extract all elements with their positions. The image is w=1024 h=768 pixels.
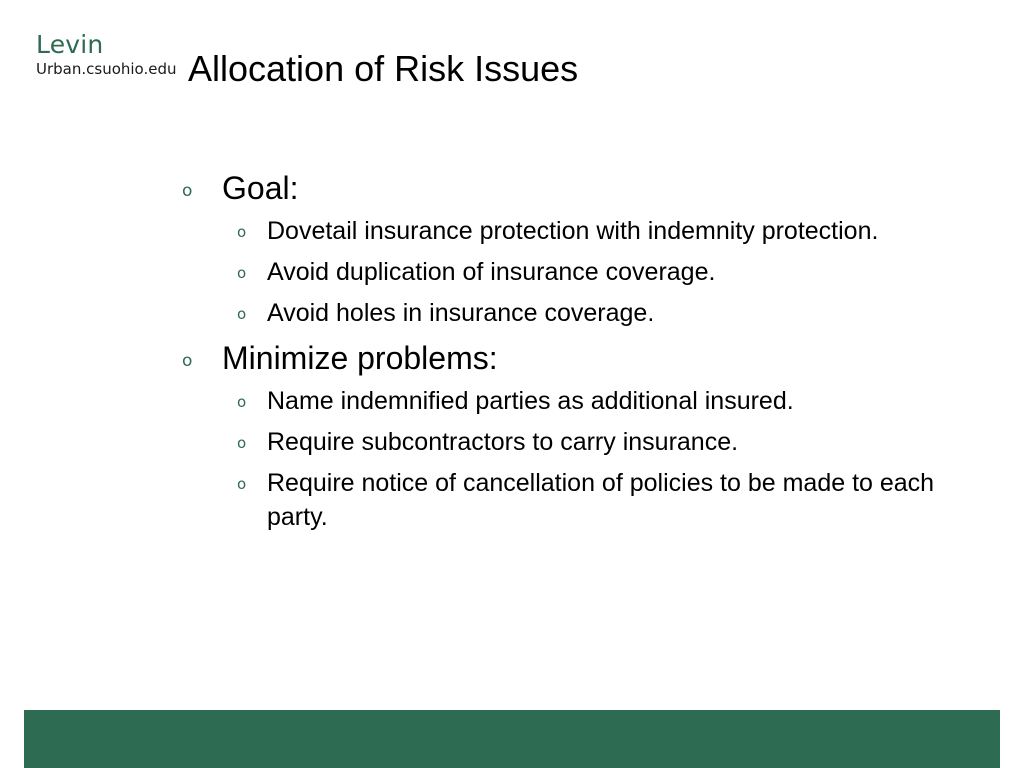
sub-bullet-text: Require notice of cancellation of policies to be made to each party.: [267, 469, 935, 531]
logo-url: Urban.csuohio.edu: [36, 60, 177, 78]
circle-bullet-icon: o: [237, 305, 247, 323]
sub-bullet-item: [237, 425, 942, 459]
sub-bullet-text: Avoid holes in insurance coverage.: [267, 299, 655, 327]
sub-bullet-item: [237, 214, 942, 248]
levin-logo: [36, 31, 181, 78]
circle-bullet-icon: o: [182, 181, 193, 201]
sub-bullet-item: [237, 255, 942, 289]
sub-bullet-text: Dovetail insurance protection with indemnity protection.: [267, 217, 879, 245]
circle-bullet-icon: o: [237, 264, 247, 282]
bullet-item-goal: [182, 168, 942, 330]
bullet-list: [182, 168, 942, 534]
sub-bullet-list: [222, 384, 942, 534]
circle-bullet-icon: o: [237, 434, 247, 452]
sub-bullet-list: [222, 214, 942, 330]
bullet-text: Goal:: [222, 170, 299, 206]
circle-bullet-icon: o: [237, 223, 247, 241]
circle-bullet-icon: o: [182, 351, 193, 371]
slide-content: [182, 168, 942, 542]
circle-bullet-icon: o: [237, 475, 247, 493]
circle-bullet-icon: o: [237, 393, 247, 411]
footer-bar: [24, 710, 1000, 768]
logo-name: Levin: [36, 30, 104, 59]
sub-bullet-text: Require subcontractors to carry insurance.: [267, 428, 739, 456]
sub-bullet-item: [237, 384, 942, 418]
bullet-text: Minimize problems:: [222, 340, 498, 376]
sub-bullet-text: Avoid duplication of insurance coverage.: [267, 258, 716, 286]
slide-title: Allocation of Risk Issues: [188, 48, 579, 89]
bullet-item-minimize-problems: [182, 338, 942, 534]
sub-bullet-item: [237, 296, 942, 330]
sub-bullet-text: Name indemnified parties as additional insured.: [267, 387, 794, 415]
sub-bullet-item: [237, 466, 942, 534]
